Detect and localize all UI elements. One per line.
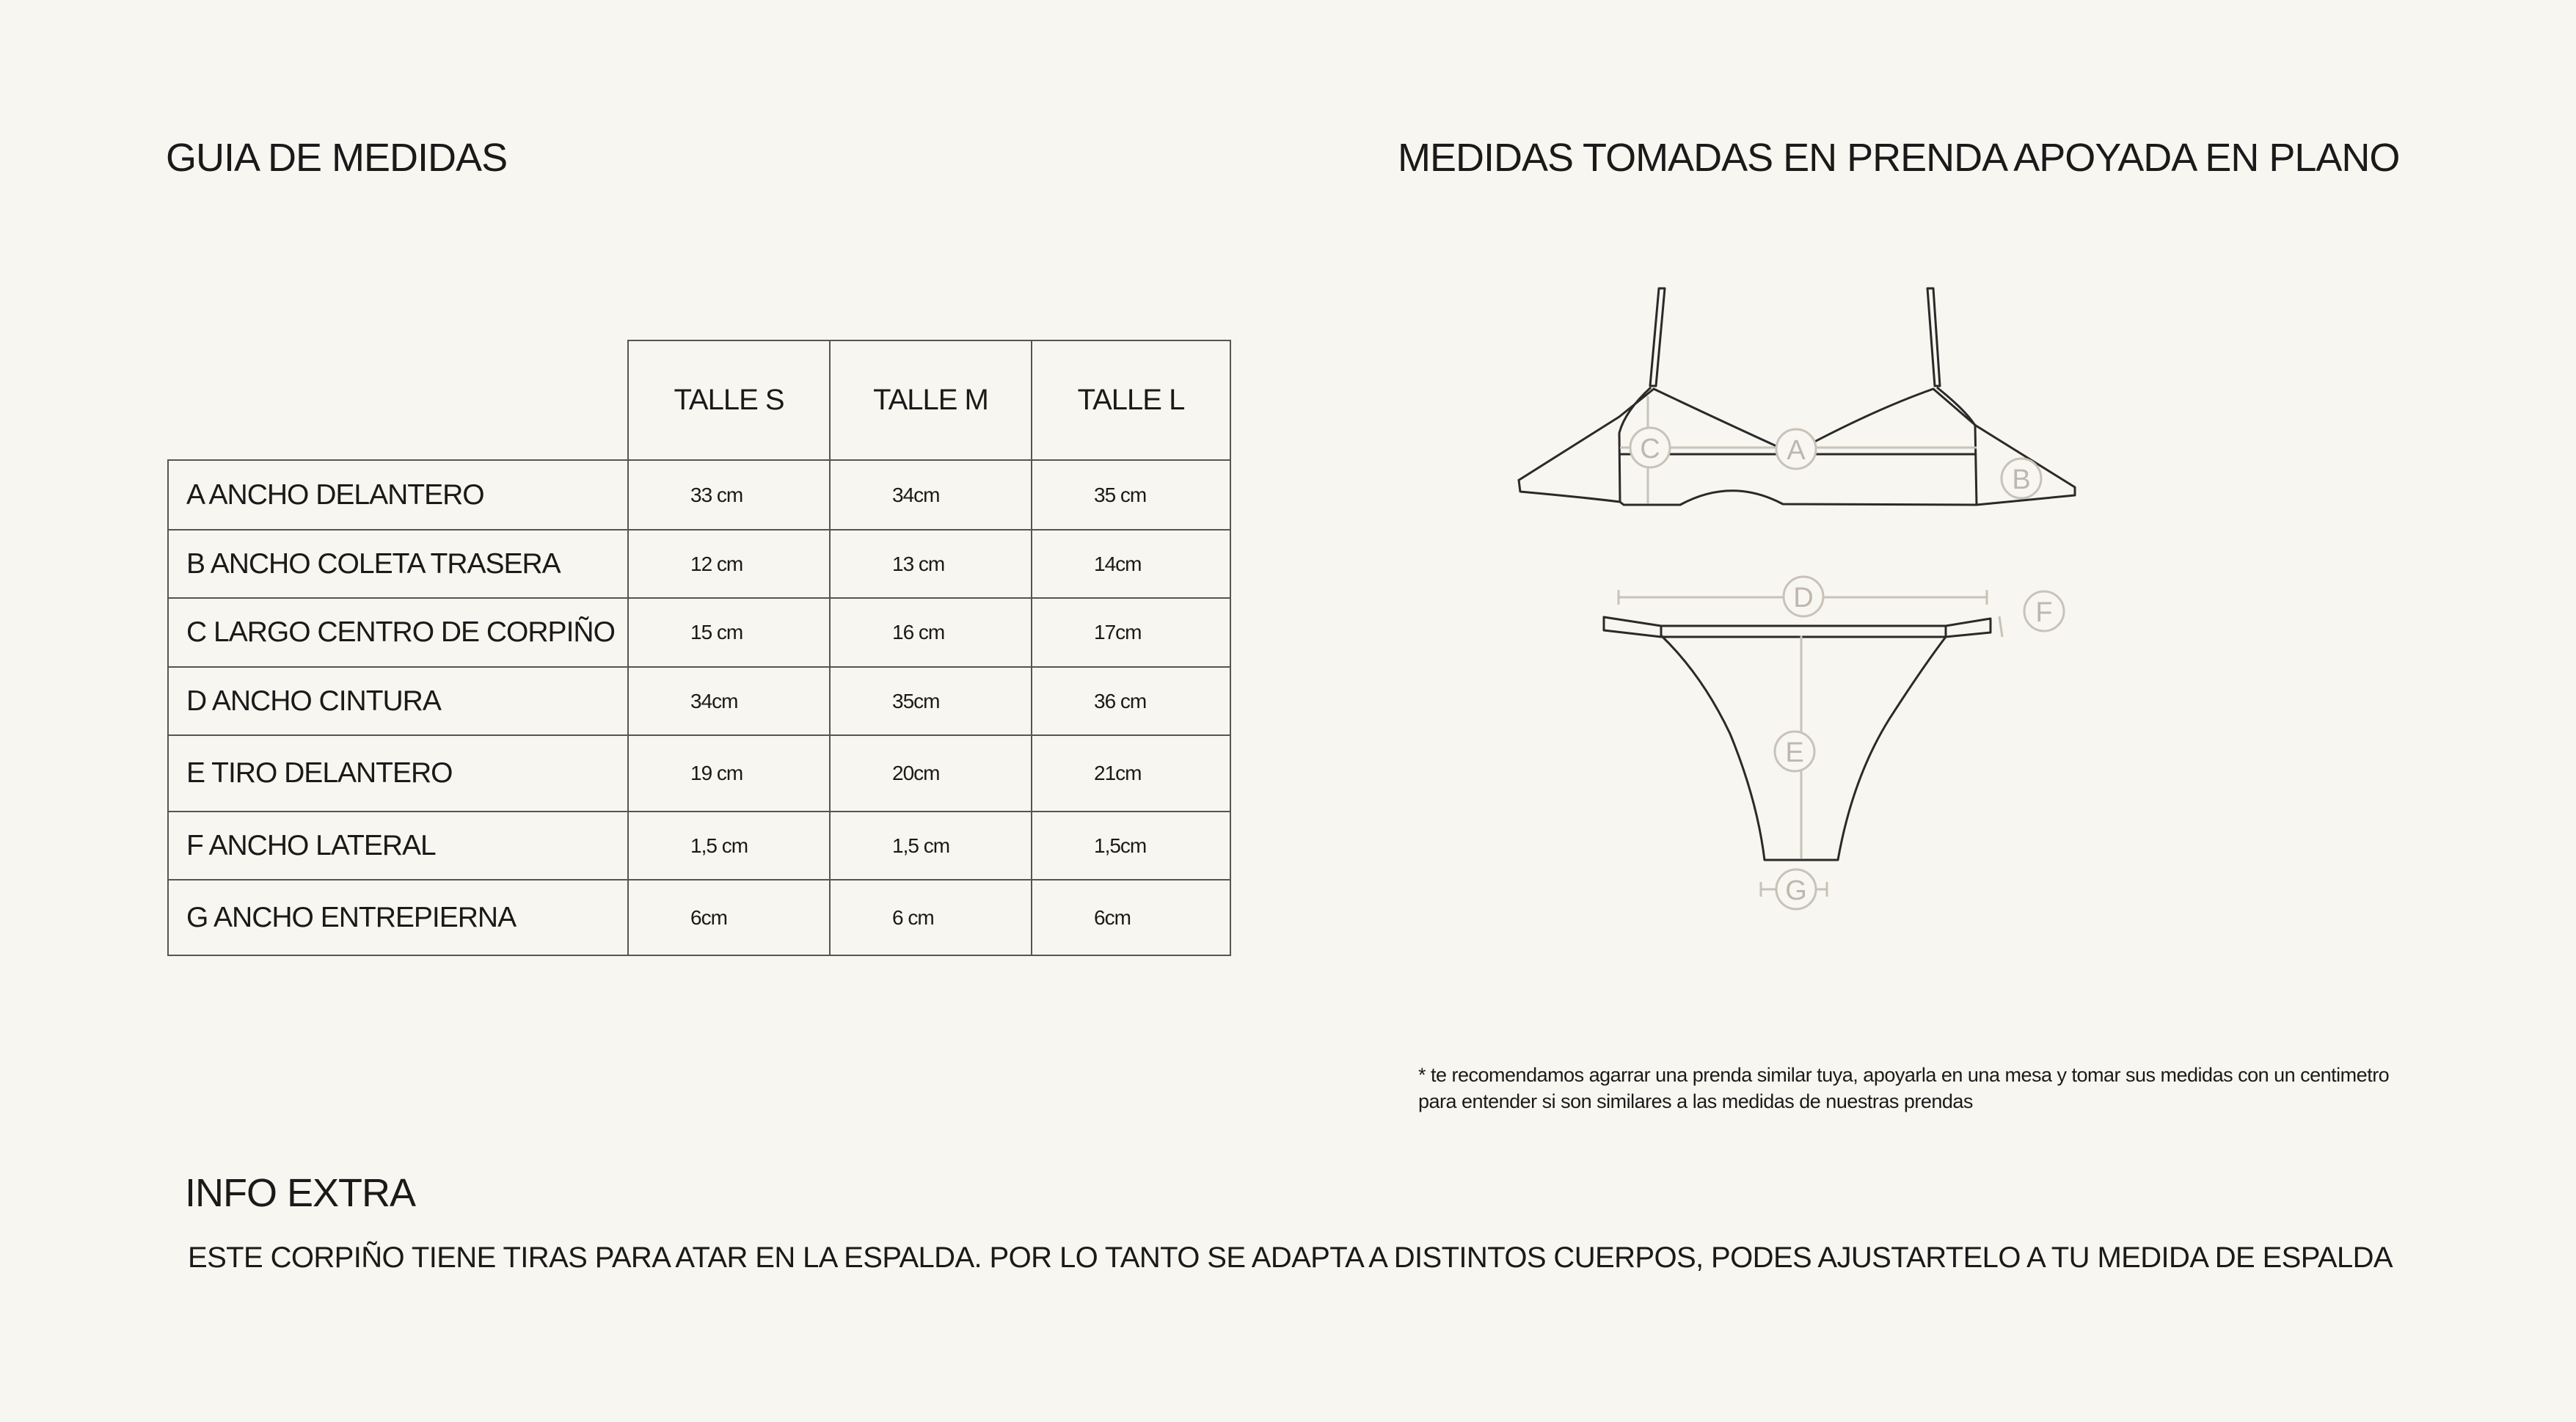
size-value: 17cm: [1032, 598, 1230, 667]
size-value: 21cm: [1032, 735, 1230, 812]
bikini-diagram: [1497, 279, 2098, 925]
size-value: 20cm: [830, 735, 1032, 812]
table-row: [168, 598, 1230, 667]
column-header-talle-s: TALLE S: [628, 340, 830, 460]
label-d: D: [1793, 583, 1814, 613]
size-value: 1,5 cm: [628, 812, 830, 880]
row-label: G ANCHO ENTREPIERNA: [168, 880, 628, 955]
column-header-talle-l: TALLE L: [1032, 340, 1230, 460]
row-label: C LARGO CENTRO DE CORPIÑO: [168, 598, 628, 667]
table-header-row: [168, 340, 1230, 460]
table-row: [168, 880, 1230, 955]
size-value: 36 cm: [1032, 667, 1230, 735]
size-value: 15 cm: [628, 598, 830, 667]
size-table: [167, 340, 1231, 956]
size-value: 16 cm: [830, 598, 1032, 667]
table-row: [168, 812, 1230, 880]
table-row: [168, 667, 1230, 735]
row-label: A ANCHO DELANTERO: [168, 460, 628, 530]
label-a: A: [1787, 435, 1806, 466]
size-value: 12 cm: [628, 530, 830, 598]
info-text: ESTE CORPIÑO TIENE TIRAS PARA ATAR EN LA ESPALDA. POR LO TANTO SE ADAPTA A DISTINTOS CUERPOS, PODES AJUSTARTELO A TU MEDIDA DE ESPALDA: [188, 1241, 2393, 1274]
size-value: 6cm: [1032, 880, 1230, 955]
label-f: F: [2035, 597, 2053, 628]
size-value: 35cm: [830, 667, 1032, 735]
table-corner: [168, 340, 628, 460]
size-value: 35 cm: [1032, 460, 1230, 530]
measuring-tip-line: * te recomendamos agarrar una prenda similar tuya, apoyarla en una mesa y tomar sus medidas con un centimetro: [1418, 1064, 2390, 1086]
label-g: G: [1785, 875, 1807, 906]
size-value: 6 cm: [830, 880, 1032, 955]
size-value: 34cm: [628, 667, 830, 735]
size-value: 1,5cm: [1032, 812, 1230, 880]
size-value: 19 cm: [628, 735, 830, 812]
label-e: E: [1785, 737, 1804, 768]
bikini-outline: [1518, 288, 2075, 860]
row-label: E TIRO DELANTERO: [168, 735, 628, 812]
table-row: [168, 460, 1230, 530]
measuring-tip-line: para entender si son similares a las medidas de nuestras prendas: [1418, 1090, 1973, 1112]
label-b: B: [2012, 464, 2031, 495]
diagram-title: MEDIDAS TOMADAS EN PRENDA APOYADA EN PLANO: [1398, 136, 2400, 180]
column-header-talle-m: TALLE M: [830, 340, 1032, 460]
measurement-guides: [1619, 396, 2002, 897]
size-value: 6cm: [628, 880, 830, 955]
row-label: D ANCHO CINTURA: [168, 667, 628, 735]
row-label: F ANCHO LATERAL: [168, 812, 628, 880]
table-row: [168, 530, 1230, 598]
size-value: 34cm: [830, 460, 1032, 530]
label-badges: [1630, 428, 2064, 909]
info-title: INFO EXTRA: [185, 1171, 416, 1215]
measuring-tip: [1418, 1062, 2489, 1115]
size-value: 13 cm: [830, 530, 1032, 598]
size-value: 14cm: [1032, 530, 1230, 598]
size-value: 33 cm: [628, 460, 830, 530]
label-c: C: [1640, 434, 1660, 464]
table-row: [168, 735, 1230, 812]
page-title: GUIA DE MEDIDAS: [166, 136, 508, 180]
row-label: B ANCHO COLETA TRASERA: [168, 530, 628, 598]
size-value: 1,5 cm: [830, 812, 1032, 880]
